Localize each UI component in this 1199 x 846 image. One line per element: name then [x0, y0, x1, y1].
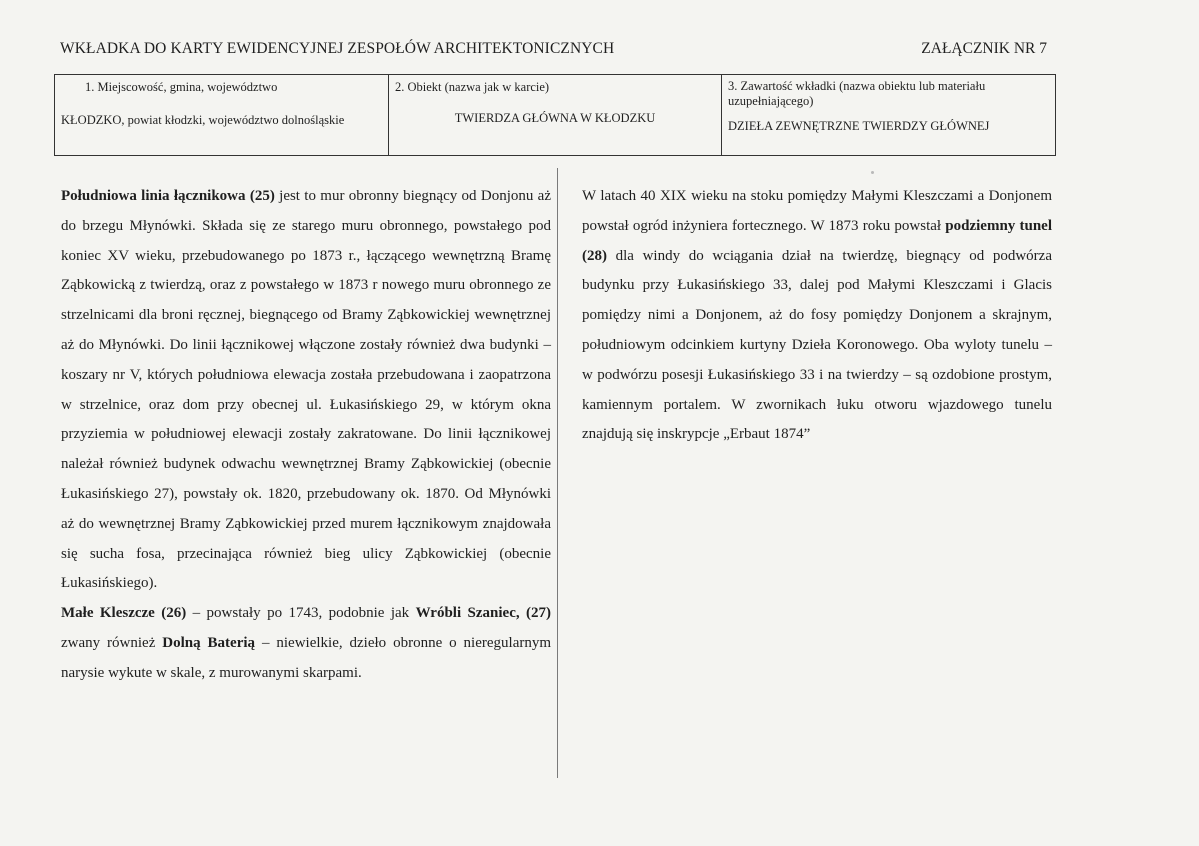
heading-podziemny-tunel: podziemny tunel (28)	[582, 217, 1052, 264]
heading-dolna-bateria: Dolną Baterią	[162, 634, 256, 651]
annex-number: ZAŁĄCZNIK NR 7	[921, 40, 1047, 57]
text-fragment: zwany również	[61, 634, 163, 651]
info-cell-location	[55, 75, 388, 155]
text-fragment: – niewielkie, dzieło obronne o nieregularnym narysie wykute w skale, z murowanymi skarpami.	[61, 634, 552, 681]
heading-wrobli-szaniec: Wróbli Szaniec, (27)	[415, 605, 551, 622]
text-linia-lacznikowa: jest to mur obronny biegnący od Donjonu aż do brzegu Młynówki. Składa się ze starego muru obronnego, powstałego pod koniec XV wieku, przebudowanego po 1873 r., łączącego wewnętrzną Bramę Ząbkowicką z twierdzą, oraz z powstałego w 1873 r nowego muru obronnego ze strzelnicami dla broni ręcznej, biegnącego od Bramy Ząbkowickiej wewnętrznej aż do Młynówki. Do linii łącznikowej włączone zostały również dwa budynki – koszary nr V, których południowa elewacja została przebudowana i zaopatrzona w strzelnice, oraz dom przy obecnej ul. Łukasińskiego 29, w którym okna przyziemia w południowej elewacji zostały zakratowane. Do linii łącznikowej należał również budynek odwachu wewnętrznej Bramy Ząbkowickiej (obecnie Łukasińskiego 27), powstały ok. 1820, przebudowany ok. 1870. Od Młynówki aż do wewnętrznej Bramy Ząbkowickiej przed murem łącznikowym znajdowała się sucha fosa, przecinająca również bieg ulicy Ząbkowickiej (obecnie Łukasińskiego).	[61, 188, 551, 592]
info-table	[54, 74, 1056, 156]
content-value: DZIEŁA ZEWNĘTRZNE TWIERDZY GŁÓWNEJ	[728, 119, 990, 133]
text-fragment: – powstały po 1743, podobnie jak	[186, 605, 416, 622]
info-cell-content	[721, 75, 1055, 155]
text-fragment: W latach 40 XIX wieku na stoku pomiędzy Małymi Kleszczami a Donjonem powstał ogród inżyniera fortecznego. W 1873 roku powstał	[582, 188, 1052, 234]
document-title: WKŁADKA DO KARTY EWIDENCYJNEJ ZESPOŁÓW ARCHITEKTONICZNYCH	[60, 40, 615, 57]
left-text-column	[61, 182, 551, 689]
text-fragment: dla windy do wciągania dział na twierdzę, biegnący od podwórza budynku przy Łukasińskiego 33, dalej pod Małymi Kleszczami i Glacis pomiędzy nimi a Donjonem, aż do fosy pomiędzy Donjonem a skrajnym, południowym odcinkiem kurtyny Dzieła Koronowego. Oba wyloty tunelu – w podwórzu posesji Łukasińskiego 33 i na twierdzy – są ozdobione prostym, kamiennym portalem. W zwornikach łuku otworu wjazdowego tunelu znajdują się inskrypcje „Erbaut 1874”	[582, 247, 1052, 443]
right-text-column	[582, 182, 1052, 450]
info-cell-object	[388, 75, 721, 155]
content-label: 3. Zawartość wkładki (nazwa obiektu lub materiału uzupełniającego)	[728, 79, 986, 108]
heading-linia-lacznikowa: Południowa linia łącznikowa (25)	[61, 188, 275, 204]
paragraph-male-kleszcze	[61, 599, 551, 688]
location-label: 1. Miejscowość, gmina, województwo	[85, 80, 278, 94]
object-label: 2. Obiekt (nazwa jak w karcie)	[395, 80, 550, 94]
paragraph-linia-lacznikowa	[61, 182, 551, 599]
object-value: TWIERDZA GŁÓWNA W KŁODZKU	[454, 111, 656, 125]
heading-male-kleszcze: Małe Kleszcze (26)	[61, 605, 187, 622]
paragraph-tunel	[582, 182, 1052, 450]
scan-speck	[871, 171, 874, 174]
column-divider	[557, 168, 558, 778]
location-value: KŁODZKO, powiat kłodzki, województwo dolnośląskie	[61, 113, 345, 127]
